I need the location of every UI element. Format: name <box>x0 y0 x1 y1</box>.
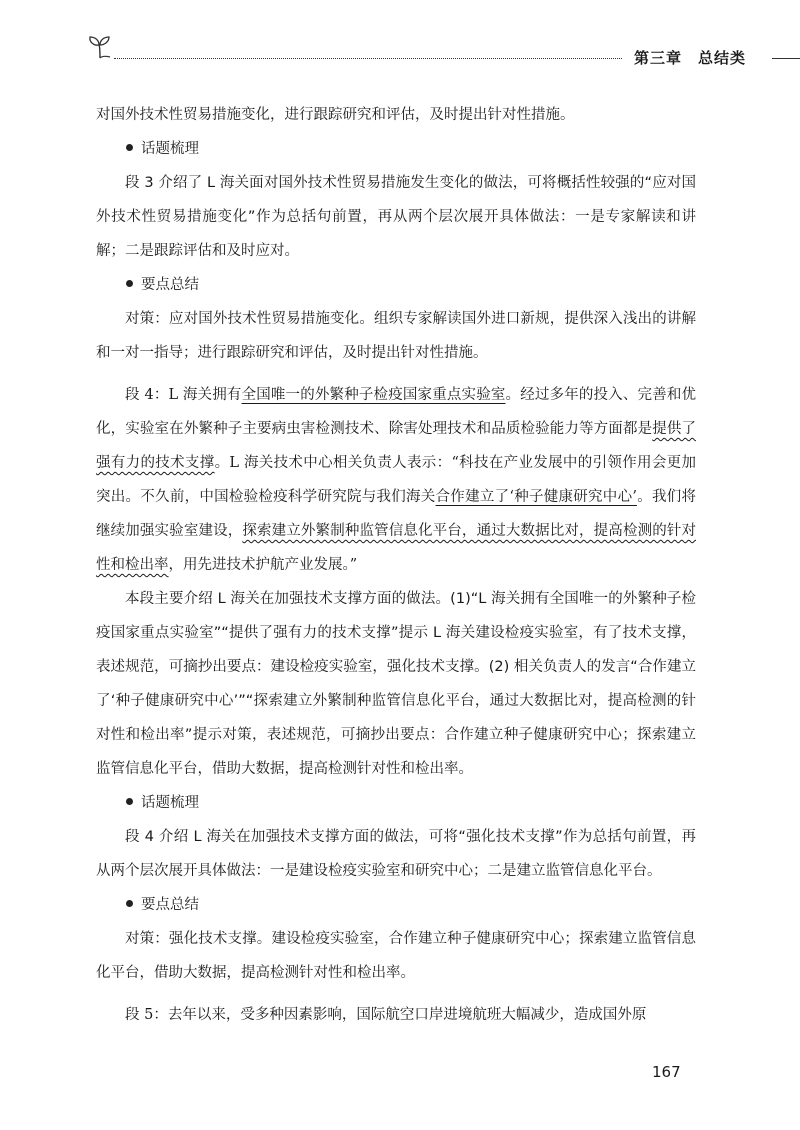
heading-label: 要点总结 <box>141 277 199 293</box>
paragraph-topic-review-1: 段 3 介绍了 L 海关面对国外技术性贸易措施发生变化的做法，可将概括性较强的“应对国外技术性贸易措施变化”作为总括句前置，再从两个层次展开具体做法：一是专家解读和讲解；二是跟踪评估和及时应对。 <box>96 175 696 259</box>
heading-key-summary-2 <box>96 888 696 922</box>
text-run: 。经过多年的投入、完善和优化，实验室在外繁种子主要病虫害检测技术、除害处理技术和品质检验能力等方面都是 <box>96 387 697 437</box>
heading-topic-review-1 <box>96 132 696 166</box>
text-run: 段 4：L 海关拥有 <box>125 387 242 403</box>
heading-topic-review-2 <box>96 786 696 820</box>
heading-label: 要点总结 <box>141 897 199 913</box>
sprout-icon <box>86 34 114 60</box>
running-header <box>78 34 778 74</box>
header-rule-right <box>772 58 800 59</box>
page-number: 167 <box>652 1063 681 1081</box>
chapter-title: 第三章 总结类 <box>634 49 747 67</box>
bullet-dot-icon <box>126 798 133 805</box>
bullet-dot-icon <box>126 280 133 287</box>
page-content <box>96 98 696 1032</box>
underlined-text: 合作建立了‘种子健康研究中心’ <box>435 489 637 505</box>
text-run: ，用先进技术护航产业发展。” <box>168 557 358 573</box>
underlined-text: 全国唯一的外繁种子检疫国家重点实验室 <box>241 387 506 403</box>
heading-label: 话题梳理 <box>141 795 199 811</box>
header-rule-left <box>114 58 622 59</box>
material-paragraph-4 <box>96 378 696 582</box>
paragraph-key-summary-2: 对策：强化技术支撑。建设检疫实验室，合作建立种子健康研究中心；探索建立监管信息化平台，借助大数据，提高检测针对性和检出率。 <box>96 931 696 981</box>
bullet-dot-icon <box>126 144 133 151</box>
text-run: 。我们将继续加强实验室建设， <box>96 489 697 539</box>
paragraph-analysis: 本段主要介绍 L 海关在加强技术支撑方面的做法。(1)“L 海关拥有全国唯一的外繁种子检疫国家重点实验室”“提供了强有力的技术支撑”提示 L 海关建设检疫实验室，有了技术支撑，表述规范，可摘抄出要点：建设检疫实验室，强化技术支撑。(2) 相关负责人的发言“合作建立了‘种子健康研究中心’”“探索建立外繁制种监管信息化平台，通过大数据比对，提高检测的针对性和检出率”提示对策，表述规范，可摘抄出要点：合作建立种子健康研究中心；探索建立监管信息化平台，借助大数据，提高检测针对性和检出率。 <box>96 591 696 777</box>
paragraph-topic-review-2: 段 4 介绍 L 海关在加强技术支撑方面的做法，可将“强化技术支撑”作为总括句前置，再从两个层次展开具体做法：一是建设检疫实验室和研究中心；二是建立监管信息化平台。 <box>96 829 696 879</box>
bullet-dot-icon <box>126 900 133 907</box>
heading-key-summary-1 <box>96 268 696 302</box>
heading-label: 话题梳理 <box>141 141 199 157</box>
wavy-underlined-text: 提供了强有力的技术支撑 <box>96 421 697 471</box>
text-run: 。L 海关技术中心相关负责人表示：“科技在产业发展中的引领作用会更加突出。不久前，中国检验检疫科学研究院与我们海关 <box>96 455 697 505</box>
material-paragraph-5: 段 5：去年以来，受多种因素影响，国际航空口岸进境航班大幅减少，造成国外原 <box>125 1007 647 1023</box>
wavy-underlined-text: 探索建立外繁制种监管信息化平台，通过大数据比对，提高检测的针对性和检出率 <box>96 523 696 573</box>
paragraph-key-summary-1: 对策：应对国外技术性贸易措施变化。组织专家解读国外进口新规，提供深入浅出的讲解和一对一指导；进行跟踪研究和评估，及时提出针对性措施。 <box>96 311 696 361</box>
paragraph-continuation: 对国外技术性贸易措施变化，进行跟踪研究和评估，及时提出针对性措施。 <box>96 107 575 123</box>
